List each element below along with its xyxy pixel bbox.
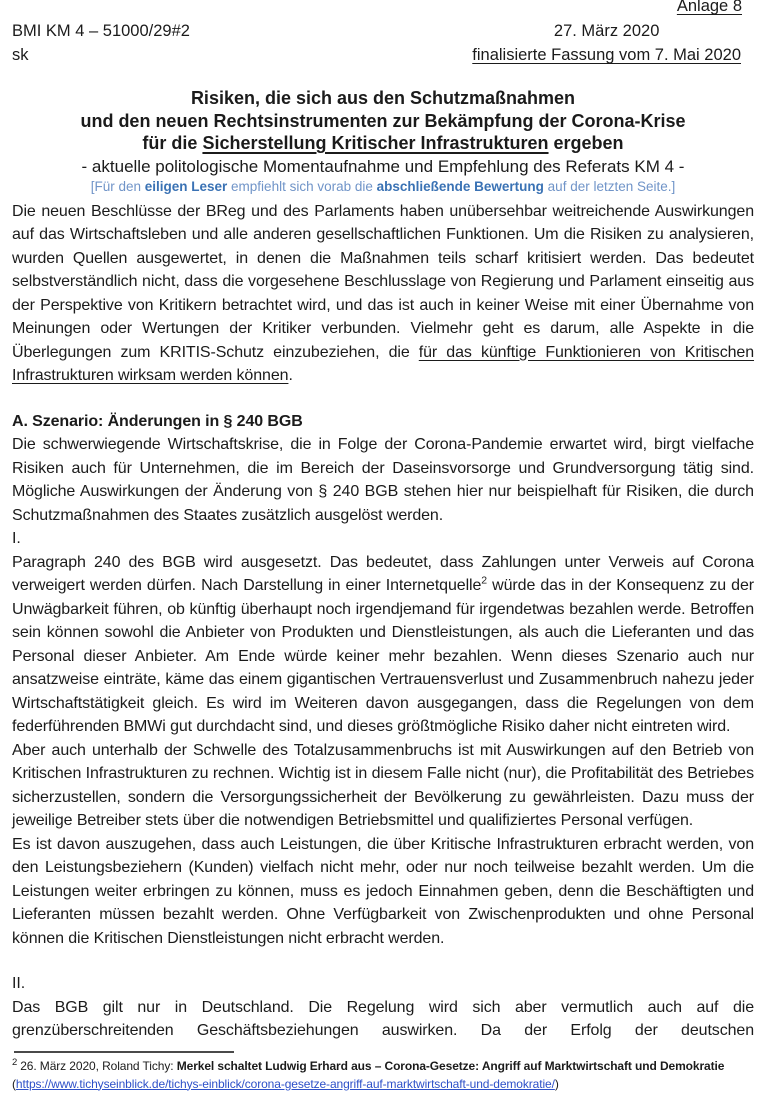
section-a-paragraph-1: Die schwerwiegende Wirtschaftskrise, die in Folge der Corona-Pandemie erwartet wird, birgt vielfache Risiken auch für Unternehmen, die im Bereich der Daseinsvorsorge und Grundversorgung tätig sind. Mögliche Auswirkungen der Änderung von § 240 BGB stehen hier nur beispielhaft für Risiken, die durch Schutzmaßnahmen des Staates zusätzlich ausgelöst werden. <box>12 436 754 524</box>
footnote-separator <box>14 1051 234 1053</box>
roman-numeral-1: I. <box>12 530 21 547</box>
section-a-paragraph-3: Aber auch unterhalb der Schwelle des Totalzusammenbruchs ist mit Auswirkungen auf den Betrieb von Kritischen Infrastrukturen zu rechnen. Wichtig ist in diesem Falle nicht (nur), die Profitabilität des Betriebes sicherzustellen, sondern die Versorgungssicherheit der Bevölkerung zu gewährleisten. Dazu muss der jeweilige Betreiber stets über die notwendigen Betriebsmittel und qualifiziertes Personal verfügen. <box>12 741 754 829</box>
footnote-link[interactable]: https://www.tichyseinblick.de/tichys-einblick/corona-gesetze-angriff-auf-marktwirtschaft-und-demokratie/ <box>15 1076 555 1091</box>
reader-note <box>12 179 754 195</box>
footnote <box>12 1051 754 1093</box>
reference-number: BMI KM 4 – 51000/29#2 <box>12 22 190 40</box>
footnote-reference: 2 <box>481 574 488 587</box>
section-a-paragraph-4: Es ist davon auszugehen, dass auch Leistungen, die über Kritische Infrastrukturen erbracht werden, von den Leistungsbeziehern (Kunden) vielfach nicht mehr, oder nur noch teilweise bezahlt werden. Um die Leistungen weiter erbringen zu können, muss es jedoch Einnahmen geben, denn die Beschäftigten und Lieferanten müssen bezahlt werden. Ohne Verfügbarkeit von Zwischenprodukten und ohne Personal können die Kritischen Dienstleistungen nicht erbracht werden. <box>12 835 754 947</box>
section-b-paragraph-1: Das BGB gilt nur in Deutschland. Die Regelung wird sich aber vermutlich auch auf die grenzüberschreitenden Geschäftsbeziehungen auswirken. Da der Erfolg der deutschen <box>12 998 754 1039</box>
reader-note-bold1: eiligen Leser <box>144 178 228 194</box>
header-right-block <box>472 19 741 67</box>
intro-underlined-phrase: für das künftige Funktionieren von Kritischen Infrastrukturen wirksam werden können <box>12 343 755 384</box>
para2-text-after-footnote-ref: würde das in der Konsequenz zu der Unwägbarkeit führen, ob künftig überhaupt noch irgendjemand für irgendetwas bezahlen werde. Betroffen sein können sowohl die Anbieter von Produkten und Dienstleistungen, als auch die Lieferanten und das Personal dieser Anbieter. Am Ende würde keiner mehr bezahlen. Wenn dieses Szenario auch nur ansatzweise einträte, käme das einem gigantischen Vertrauensverlust und Zusammenbruch nahezu jeder Wirtschaftstätigkeit gleich. Es wird im Weiteren davon ausgegangen, dass die Regelungen von dem federführenden BMWi gut durchdacht sind, und dieses größtmögliche Risiko daher nicht eintreten wird. <box>12 577 755 735</box>
page-title-line1: Risiken, die sich aus den Schutzmaßnahmen <box>190 88 576 108</box>
roman-numeral-2: II. <box>12 975 26 992</box>
subtitle: - aktuelle politologische Momentaufnahme und Empfehlung des Referats KM 4 - <box>81 156 685 176</box>
intro-text: Die neuen Beschlüsse der BReg und des Parlaments haben unübersehbar weitreichende Auswirkungen auf das Wirtschaftsleben und alle anderen gesellschaftlichen Funktionen. Um die Risiken zu analysieren, wurden Quellen ausgewertet, in denen die Maßnahmen teils scharf kritisiert werden. Das bedeutet selbstverständlich nicht, dass die vorgesehene Beschlusslage von Regierung und Parlament einseitig aus der Perspektive von Kritikern betrachtet wird, und das ist auch in keiner Weise mit einer Übernahme von Meinungen oder Wertungen der Kritiker verbunden. Vielmehr geht es darum, alle Aspekte in die Überlegungen zum KRITIS-Schutz einzubeziehen, die <box>12 202 754 361</box>
footnote-citation <box>12 1058 754 1076</box>
document-date: 27. März 2020 <box>553 22 660 40</box>
reader-note-prefix: [Für den <box>90 178 145 194</box>
attachment-label: Anlage 8 <box>676 0 742 15</box>
intro-paragraph <box>12 200 754 388</box>
title-line3-prefix: für die <box>142 133 203 153</box>
title-line3-suffix: ergeben <box>548 133 624 153</box>
title-line3-underlined: Sicherstellung Kritischer Infrastrukturen <box>202 133 549 153</box>
version-note: finalisierte Fassung vom 7. Mai 2020 <box>472 46 741 64</box>
document-header <box>12 0 754 67</box>
section-a-heading: A. Szenario: Änderungen in § 240 BGB <box>12 412 303 430</box>
document-body <box>12 200 754 1043</box>
page-title-line2: und den neuen Rechtsinstrumenten zur Bekämpfung der Corona-Krise <box>80 110 686 131</box>
page-title-line3 <box>12 132 754 155</box>
title-block <box>12 87 754 195</box>
footnote-article-title: Merkel schaltet Ludwig Erhard aus – Corona-Gesetze: Angriff auf Marktwirtschaft und Demokratie <box>176 1059 725 1073</box>
para2-text-before-footnote-ref: Paragraph 240 des BGB wird ausgesetzt. Das bedeutet, dass Zahlungen unter Verweis auf Corona verweigert werden dürfen. Nach Darstellung in einer Internetquelle <box>12 553 754 594</box>
reader-note-suffix: auf der letzten Seite.] <box>543 178 676 194</box>
footnote-paren-open: ( <box>12 1076 16 1091</box>
blank-line <box>12 950 754 972</box>
footnote-link-line <box>12 1076 754 1094</box>
footnote-marker: 2 <box>12 1057 18 1068</box>
header-left-block <box>12 19 190 67</box>
author-initials: sk <box>12 46 29 64</box>
reader-note-middle: empfiehlt sich vorab die <box>227 178 377 194</box>
reader-note-bold2: abschließende Bewertung <box>376 178 544 194</box>
intro-closing: . <box>288 367 293 384</box>
section-a-paragraph-2 <box>12 551 754 739</box>
footnote-paren-close: ) <box>554 1076 559 1091</box>
footnote-prefix: 26. März 2020, Roland Tichy: <box>20 1059 177 1073</box>
blank-line <box>12 388 754 410</box>
